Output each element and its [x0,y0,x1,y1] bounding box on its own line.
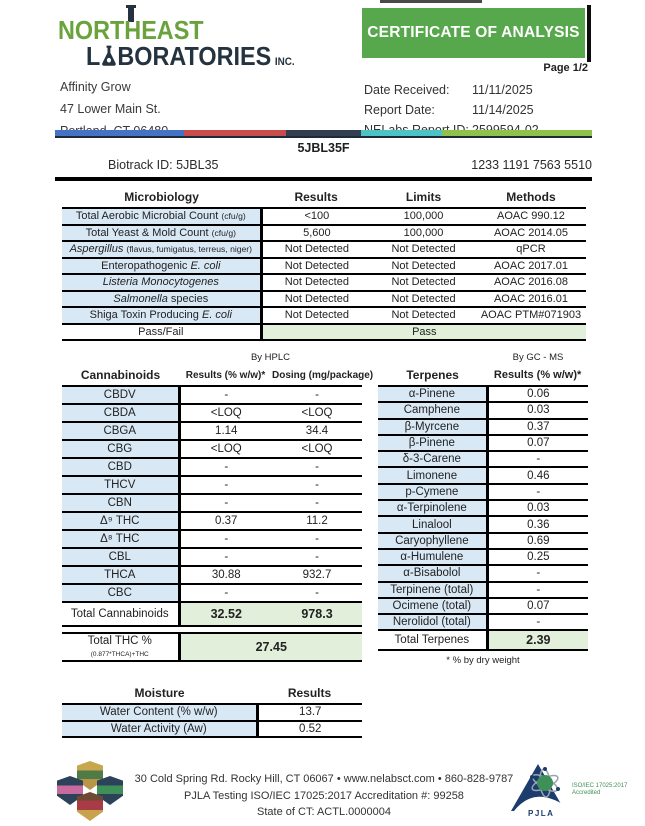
moisture-row [62,704,362,721]
result-value: 0.36 [487,516,588,532]
terpenes-table-body [378,386,588,650]
cannabinoid-name: CBG [62,440,179,458]
terpene-name: α-Pinene [378,386,487,402]
color-bar-segment [442,130,592,136]
sample-info-row [55,158,592,172]
cannabinoid-row [62,530,362,548]
microbiology-header-row [62,188,586,208]
analyte-name-part: (cfu/g) [211,227,236,238]
limit-value: Not Detected [371,291,476,308]
terpenes-header-row [378,366,588,386]
meta-label: Report Date: [364,103,435,117]
result-value: - [179,494,272,512]
moisture-name: Water Activity (Aw) [62,721,257,738]
meta-value: 11/11/2025 [472,83,533,97]
terpene-row [378,451,588,467]
result-value: 0.37 [487,419,588,435]
result-value: - [179,584,272,602]
col-header-methods: Methods [476,188,586,208]
total-thc-row [62,633,362,661]
meta-row [364,100,539,120]
col-header-moisture: Moisture [62,684,257,704]
terpene-name: Ocimene (total) [378,598,487,614]
result-value: <100 [261,208,371,225]
biotrack-label: Biotrack ID: [108,158,173,172]
terpene-name: α-Humulene [378,549,487,565]
cannabinoid-row [62,458,362,476]
result-value: - [487,565,588,581]
moisture-row [62,721,362,738]
analyte-name-part: E. coli [190,259,221,272]
result-value: 13.7 [257,704,362,721]
result-value: Not Detected [261,241,371,258]
dosing-value: - [272,530,362,548]
sample-id: 5JBL35F [297,141,350,155]
dosing-value: - [272,494,362,512]
result-value: - [487,614,588,630]
terpene-name: β-Pinene [378,435,487,451]
terpene-row [378,402,588,418]
limit-value: 100,000 [371,208,476,225]
color-bar-segment [184,130,286,136]
result-value: 0.46 [487,467,588,483]
dosing-value: <LOQ [272,440,362,458]
dosing-value: <LOQ [272,404,362,422]
cannabinoid-row [62,404,362,422]
analyte-name-part: Enteropathogenic [101,259,191,272]
banner-edge-bar [587,5,591,62]
dosing-value: 11.2 [272,512,362,530]
result-value: - [487,582,588,598]
terpene-name: Nerolidol (total) [378,614,487,630]
terpene-row [378,435,588,451]
col-header-results: Results [257,684,362,704]
result-value: 0.03 [487,402,588,418]
microbiology-section [62,188,586,341]
cannabinoid-name: CBD [62,458,179,476]
terpene-name: Caryophyllene [378,533,487,549]
method-value: AOAC 2017.01 [476,258,586,275]
cannabinoid-name: CBL [62,548,179,566]
total-thc-label [62,633,179,661]
meta-row [364,80,539,100]
result-value: 0.07 [487,435,588,451]
footer-address-line: 30 Cold Spring Rd. Rocky Hill, CT 06067 • www.nelabsct.com • 860-828-9787 [134,773,514,785]
analyte-name-part: E. coli [201,309,232,322]
result-value: 5,600 [261,225,371,242]
analyte-name-part: Salmonella [113,292,171,305]
cannabinoid-row [62,548,362,566]
logo-line1: NORTHEAST [58,15,204,45]
result-value: Not Detected [261,258,371,275]
result-value: - [179,530,272,548]
microbiology-row [62,274,586,291]
analyte-name-part: species [170,292,209,305]
footer-accreditation-line: PJLA Testing ISO/IEC 17025:2017 Accreditation #: 99258 [184,789,464,802]
analyte-name [62,291,261,308]
biotrack-value: 5JBL35 [176,158,219,172]
dosing-value: - [272,584,362,602]
total-cannabinoids-label: Total Cannabinoids [62,602,179,626]
col-header-results: Results (% w/w)* [487,366,588,386]
sample-code: 1233 1191 7563 5510 [471,158,592,172]
microbiology-row [62,208,586,225]
cannabinoid-name: CBGA [62,422,179,440]
method-value: AOAC 2016.01 [476,291,586,308]
divider-rule [55,177,592,181]
hplc-note: By HPLC [250,352,291,363]
microbiology-table [62,188,586,341]
method-value: AOAC 990.12 [476,208,586,225]
analyte-name [62,241,261,258]
terpene-name: Camphene [378,402,487,418]
result-value: 0.25 [487,549,588,565]
result-value: 0.69 [487,533,588,549]
result-value: 0.37 [179,512,272,530]
moisture-section [62,684,362,738]
total-thc-formula: (0.877*THCA)+THC [90,651,149,658]
cannabinoid-name: Δ⁸ THC [62,530,179,548]
flask-icon [101,45,116,66]
terpene-row [378,565,588,581]
pjla-label: PJLA [528,809,555,818]
meta-value: 11/14/2025 [472,103,534,117]
cannabinoid-name: Δ⁹ THC [62,512,179,530]
pjla-logo [508,761,640,823]
cannabinoid-name: CBN [62,494,179,512]
total-terpenes-label: Total Terpenes [378,630,487,650]
cannabinoids-section [62,352,374,662]
biotrack-id [55,158,219,172]
limit-value: Not Detected [371,241,476,258]
terpene-row [378,484,588,500]
badge-shield-icon [77,792,103,821]
dosing-value: - [272,458,362,476]
microbiology-row [62,241,586,258]
certificate-banner: CERTIFICATE OF ANALYSIS [362,8,585,58]
col-header-microbiology: Microbiology [62,188,261,208]
cannabinoid-name: CBC [62,584,179,602]
gcms-note: By GC - MS [512,352,564,363]
result-value: 0.06 [487,386,588,402]
moisture-header-row [62,684,362,704]
result-value: <LOQ [179,404,272,422]
method-value: AOAC 2014.05 [476,225,586,242]
pjla-triangle-icon [508,761,572,813]
limit-value: Not Detected [371,307,476,324]
cannabinoid-row [62,494,362,512]
col-header-terpenes: Terpenes [378,366,487,386]
microbiology-row [62,307,586,324]
limit-value: Not Detected [371,274,476,291]
terpene-row [378,533,588,549]
company-logo [58,15,318,76]
total-dosing-value: 978.3 [272,602,362,626]
result-value: Not Detected [261,274,371,291]
terpene-row [378,419,588,435]
col-header-cannabinoids: Cannabinoids [62,366,179,386]
result-value: - [179,548,272,566]
scan-artifact [380,0,482,3]
analyte-name [62,258,261,275]
moisture-name: Water Content (% w/w) [62,704,257,721]
cannabinoid-row [62,386,362,404]
result-value: 30.88 [179,566,272,584]
logo-suffix: INC. [274,56,295,68]
meta-label: Date Received: [364,83,450,97]
col-header-results: Results [261,188,371,208]
analyte-name [62,274,261,291]
analyte-name [62,307,261,324]
terpenes-table [378,366,588,651]
limit-value: 100,000 [371,225,476,242]
result-value: <LOQ [179,440,272,458]
moisture-table-body [62,704,362,737]
col-header-results: Results (% w/w)* [179,366,272,386]
pjla-cert-text [572,783,636,797]
analyte-name-part: Shiga Toxin Producing [89,309,202,322]
cannabinoid-row [62,476,362,494]
result-value: 0.52 [257,721,362,738]
logo-line2-pre: L [86,41,101,71]
terpene-row [378,582,588,598]
cannabinoid-row [62,512,362,530]
dosing-value: 932.7 [272,566,362,584]
cannabinoids-header-row [62,366,362,386]
total-terpenes-value: 2.39 [487,630,588,650]
col-header-dosing: Dosing (mg/package) [272,366,362,386]
terpene-row [378,549,588,565]
passfail-value: Pass [261,324,586,341]
cannabinoid-row [62,422,362,440]
footer-text [112,771,536,821]
terpene-row [378,614,588,630]
page-number: Page 1/2 [543,62,588,74]
method-value: AOAC 2016.08 [476,274,586,291]
result-value: - [487,451,588,467]
terpene-name: δ-3-Carene [378,451,487,467]
cannabinoids-table-body [62,386,362,626]
dosing-value: 34.4 [272,422,362,440]
analyte-name [62,208,261,225]
color-bar-segment [361,130,442,136]
method-value: AOAC PTM#071903 [476,307,586,324]
result-value: - [179,476,272,494]
pjla-cert-line2: Accredited [572,790,601,796]
total-terpenes-row [378,630,588,650]
terpene-name: p-Cymene [378,484,487,500]
analyte-name-part: (flavus, fumigatus, terreus, niger) [126,244,253,255]
cannabinoid-row [62,584,362,602]
logo-line2-post: BORATORIES [117,41,272,71]
terpene-name: α-Bisabolol [378,565,487,581]
analyte-name-part: (cfu/g) [221,211,246,222]
analyte-name-part: Aspergillus [69,243,127,256]
footer-state-line: State of CT: ACTL.0000004 [257,806,391,818]
terpene-row [378,467,588,483]
terpene-name: α-Terpinolene [378,500,487,516]
method-value: qPCR [476,241,586,258]
cannabinoid-row [62,566,362,584]
cannabinoid-name: CBDV [62,386,179,404]
terpene-row [378,500,588,516]
color-bar-segment [286,130,361,136]
pjla-cert-line1: ISO/IEC 17025:2017 [572,783,628,789]
microbiology-row [62,225,586,242]
analyte-name-part: Listeria Monocytogenes [102,276,219,289]
total-cannabinoids-row [62,602,362,626]
moisture-table [62,684,362,738]
total-thc-body [62,633,362,661]
terpene-name: β-Myrcene [378,419,487,435]
result-value: 0.07 [487,598,588,614]
client-address-line1: 47 Lower Main St. [60,102,161,116]
cannabinoid-name: THCA [62,566,179,584]
dry-weight-footnote: * % by dry weight [446,655,520,667]
result-value: 1.14 [179,422,272,440]
cannabinoid-row [62,440,362,458]
result-value: - [179,458,272,476]
terpene-name: Linalool [378,516,487,532]
terpene-name: Limonene [378,467,487,483]
cannabinoid-name: THCV [62,476,179,494]
color-bar-segment [55,130,184,136]
result-value: Not Detected [261,307,371,324]
color-bar [55,130,592,138]
microbiology-table-body [62,208,586,340]
total-results-value: 32.52 [179,602,272,626]
passfail-label: Pass/Fail [62,324,261,341]
col-header-limits: Limits [371,188,476,208]
terpenes-section [378,352,588,666]
result-value: Not Detected [261,291,371,308]
passfail-row [62,324,586,341]
terpene-name: Terpinene (total) [378,582,487,598]
terpene-row [378,386,588,402]
result-value: - [487,484,588,500]
microbiology-row [62,258,586,275]
microbiology-row [62,291,586,308]
total-thc-label-text: Total THC % [87,635,152,647]
terpene-row [378,516,588,532]
analyte-name-part: Total Yeast & Mold Count [85,226,212,239]
total-thc-table [62,632,362,662]
result-value: 0.03 [487,500,588,516]
limit-value: Not Detected [371,258,476,275]
total-thc-value: 27.45 [179,633,362,661]
dosing-value: - [272,386,362,404]
cannabinoid-name: CBDA [62,404,179,422]
terpene-row [378,598,588,614]
cannabinoids-table [62,366,374,627]
analyte-name [62,225,261,242]
client-name: Affinity Grow [60,80,131,94]
result-value: - [179,386,272,404]
dosing-value: - [272,548,362,566]
logo-line2 [86,43,295,76]
analyte-name-part: Total Aerobic Microbial Count [75,210,222,223]
dosing-value: - [272,476,362,494]
